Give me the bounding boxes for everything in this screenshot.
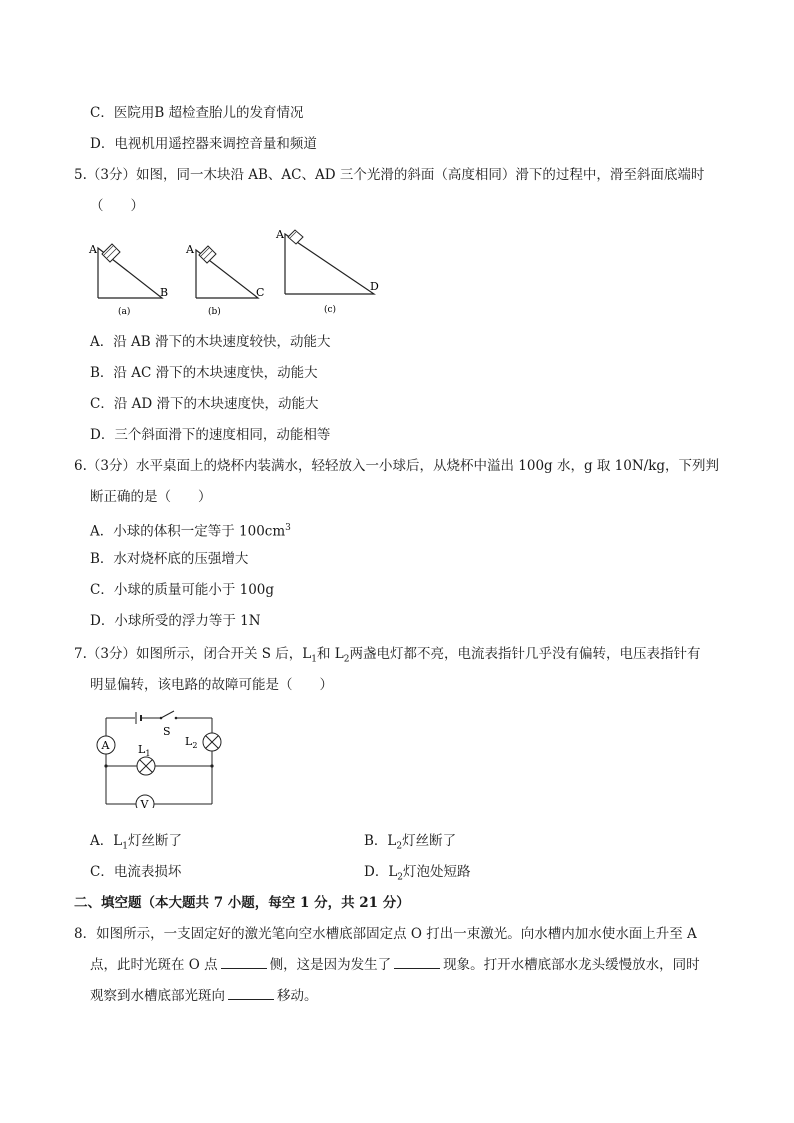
q7-option-a-prefix: A．L [90,833,123,849]
q6-stem-line2: 断正确的是（ ） [90,489,212,505]
label-c-top: A [276,228,284,241]
q7-stem-line2: 明显偏转，该电路的故障可能是（ ） [90,677,333,693]
q8-line2-part-c: 现象。打开水槽底部水龙头缓慢放水，同时 [443,957,700,973]
q8-blank-1[interactable] [221,956,267,969]
label-b-bottom: C [256,286,265,299]
wood-block-b [199,246,216,263]
caption-c: (c) [324,305,337,315]
q8-line3 [90,987,318,1005]
q5-option-d: D．三个斜面滑下的速度相同，动能相等 [90,427,331,443]
q7-option-d-text: 灯泡处短路 [403,864,471,880]
q8-line2-part-b: 侧，这是因为发生了 [269,957,392,973]
q5-option-b: B．沿 AC 滑下的木块速度快，动能大 [90,365,318,381]
q6-option-a-text: A．小球的体积一定等于 100cm [90,523,286,540]
lamp-l2-label: $L_2$ [185,735,198,750]
q8-line1: 8．如图所示，一支固定好的激光笔向空水槽底部固定点 O 打出一束激光。向水槽内加水使水面上升至 A [74,926,697,942]
switch-label: S [163,725,171,738]
q8-line3-part-b: 移动。 [277,988,318,1004]
q8-blank-3[interactable] [228,987,274,1000]
q5-option-c: C．沿 AD 滑下的木块速度快，动能大 [90,396,319,412]
caption-a: (a) [118,307,131,317]
section-2-title: 二、填空题（本大题共 7 小题，每空 1 分，共 21 分） [74,895,410,911]
q6-option-c: C．小球的质量可能小于 100g [90,582,275,598]
label-c-bottom: D [370,280,379,293]
q7-option-b [364,832,456,856]
q7-stem-part-b: 和 L [317,646,344,662]
q6-option-a-sup: 3 [285,523,291,533]
q7-sub-2: 2 [343,654,350,665]
q7-option-a [90,832,182,856]
q7-option-d [364,863,471,887]
switch-s [161,711,174,718]
lamp-l1-label: $L_1$ [138,743,151,758]
q8-line3-part-a: 观察到水槽底部光斑向 [90,988,225,1004]
label-a-top: A [89,243,97,256]
q6-option-d: D．小球所受的浮力等于 1N [90,613,261,629]
q5-stem: 5.（3分）如图，同一木块沿 AB、AC、AD 三个光滑的斜面（高度相同）滑下的过程中，滑至斜面底端时 [74,167,705,183]
q7-stem-part-c: 两盏电灯都不亮，电流表指针几乎没有偏转，电压表指针有 [349,646,701,662]
q8-line2-part-a: 点，此时光斑在 O 点 [90,957,218,973]
q4-option-c: C．医院用B 超检查胎儿的发育情况 [90,105,304,121]
incline-c [275,228,379,315]
q7-option-d-sub: 2 [397,872,404,883]
incline-b [185,243,264,317]
q7-option-a-sub: 1 [122,841,128,852]
q7-option-b-prefix: B．L [364,833,397,849]
q7-option-c: C．电流表损坏 [90,864,182,880]
incline-a [88,243,168,317]
q7-stem-part-a: 7.（3分）如图所示，闭合开关 S 后，L [74,646,312,662]
q7-stem-line1 [74,645,701,669]
q8-line2 [90,956,700,974]
q5-paren: （ ） [90,198,144,214]
q7-option-d-prefix: D．L [364,864,398,880]
q5-inclines-figure [86,226,386,320]
wood-block-a [102,244,120,262]
q7-option-a-text: 灯丝断了 [127,833,182,849]
q8-blank-2[interactable] [394,956,440,969]
label-a-bottom: B [160,286,169,299]
label-b-top: A [186,243,194,256]
q7-option-b-text: 灯丝断了 [402,833,457,849]
voltmeter-label: V [140,798,149,808]
q7-sub-1: 1 [311,654,317,665]
q6-option-a [90,519,291,541]
q7-option-b-sub: 2 [396,841,403,852]
q4-option-d: D．电视机用遥控器来调控音量和频道 [90,136,317,152]
q6-option-b: B．水对烧杯底的压强增大 [90,551,249,567]
caption-b: (b) [208,307,221,317]
q7-circuit-figure [92,708,227,808]
ammeter-label: A [101,739,110,752]
q6-stem-line1: 6.（3分）水平桌面上的烧杯内装满水，轻轻放入一小球后，从烧杯中溢出 100g 水，g 取 10N/kg，下列判 [74,458,720,474]
q5-option-a: A．沿 AB 滑下的木块速度较快，动能大 [90,334,331,350]
